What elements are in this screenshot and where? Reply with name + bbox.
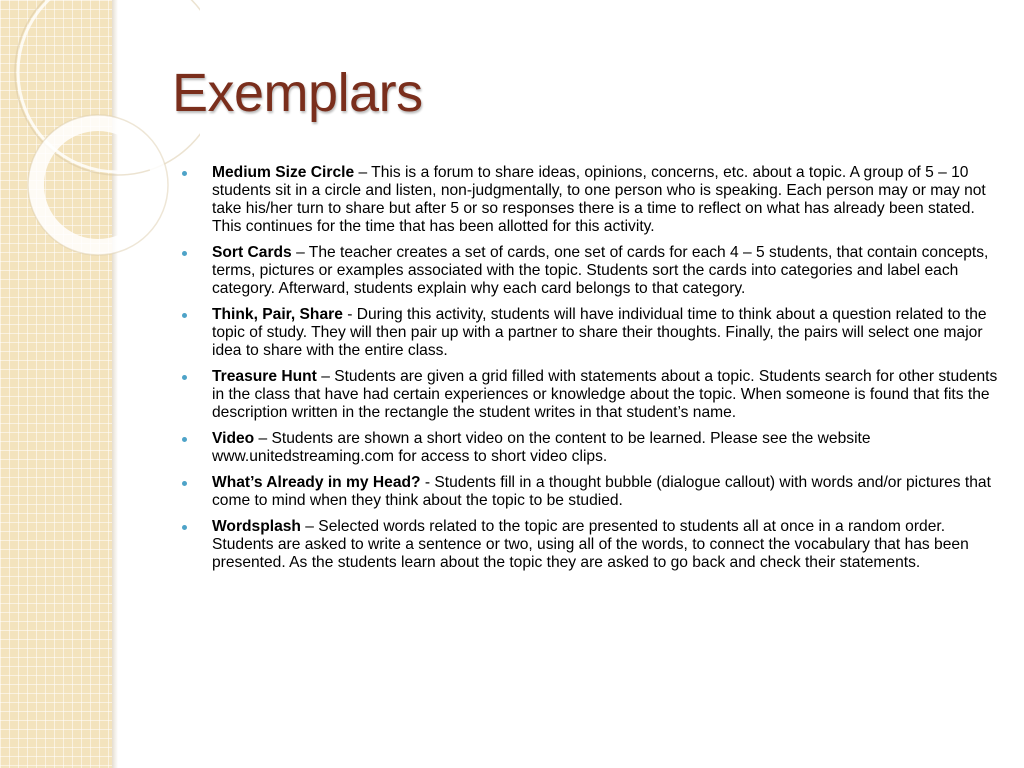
item-term: Video — [212, 430, 255, 447]
item-term: Treasure Hunt — [212, 368, 317, 385]
list-item — [178, 518, 998, 572]
small-ring-shadow — [28, 115, 168, 255]
item-description: – The teacher creates a set of cards, one set of cards for each 4 – 5 students, that contain concepts, terms, pictures or examples associated with the topic. Students sort the cards into categories and label each category. Afterward, students explain why each card belongs to that category. — [212, 244, 989, 297]
item-description: – Students are given a grid filled with statements about a topic. Students search for other students in the class that have had certain experiences or knowledge about the topic. When someone is found that fits the description written in the rectangle the student writes in that student’s name. — [212, 368, 998, 421]
list-item — [178, 244, 998, 298]
bullet-icon — [182, 437, 187, 442]
decorative-rings — [0, 0, 200, 260]
list-item — [178, 164, 998, 236]
list-item — [178, 430, 998, 466]
item-term: Wordsplash — [212, 518, 301, 535]
item-term: Sort Cards — [212, 244, 292, 261]
list-item — [178, 474, 998, 510]
item-term: What’s Already in my Head? — [212, 474, 421, 491]
bullet-icon — [182, 481, 187, 486]
item-description: – Students are shown a short video on the content to be learned. Please see the website www.unitedstreaming.com for access to short video clips. — [212, 430, 871, 465]
slide-title: Exemplars — [172, 63, 423, 123]
bullet-list — [178, 164, 998, 580]
item-description: – This is a forum to share ideas, opinions, concerns, etc. about a topic. A group of 5 – 10 students sit in a circle and listen, non-judgmentally, to one person who is speaking. Each person may or may not take his/her turn to share but after 5 or so responses there is a time to reflect on what has already been stated. This continues for the time that has been allotted for this activity. — [212, 164, 986, 235]
item-term: Think, Pair, Share — [212, 306, 343, 323]
item-term: Medium Size Circle — [212, 164, 355, 181]
bullet-icon — [182, 375, 187, 380]
bullet-icon — [182, 171, 187, 176]
small-ring — [36, 123, 160, 247]
item-description: - Students fill in a thought bubble (dialogue callout) with words and/or pictures that come to mind when they think about the topic to be studied. — [212, 474, 991, 509]
list-item — [178, 306, 998, 360]
bullet-icon — [182, 525, 187, 530]
item-description: – Selected words related to the topic are presented to students all at once in a random order. Students are asked to write a sentence or two, using all of the words, to connect the vocabulary that has been presented. As the students learn about the topic they are asked to go back and check their statements. — [212, 518, 969, 571]
bullet-icon — [182, 313, 187, 318]
bullet-icon — [182, 251, 187, 256]
item-description: - During this activity, students will have individual time to think about a question related to the topic of study. They will then pair up with a partner to share their thoughts. Finally, the pairs will select one major idea to share with the entire class. — [212, 306, 987, 359]
list-item — [178, 368, 998, 422]
